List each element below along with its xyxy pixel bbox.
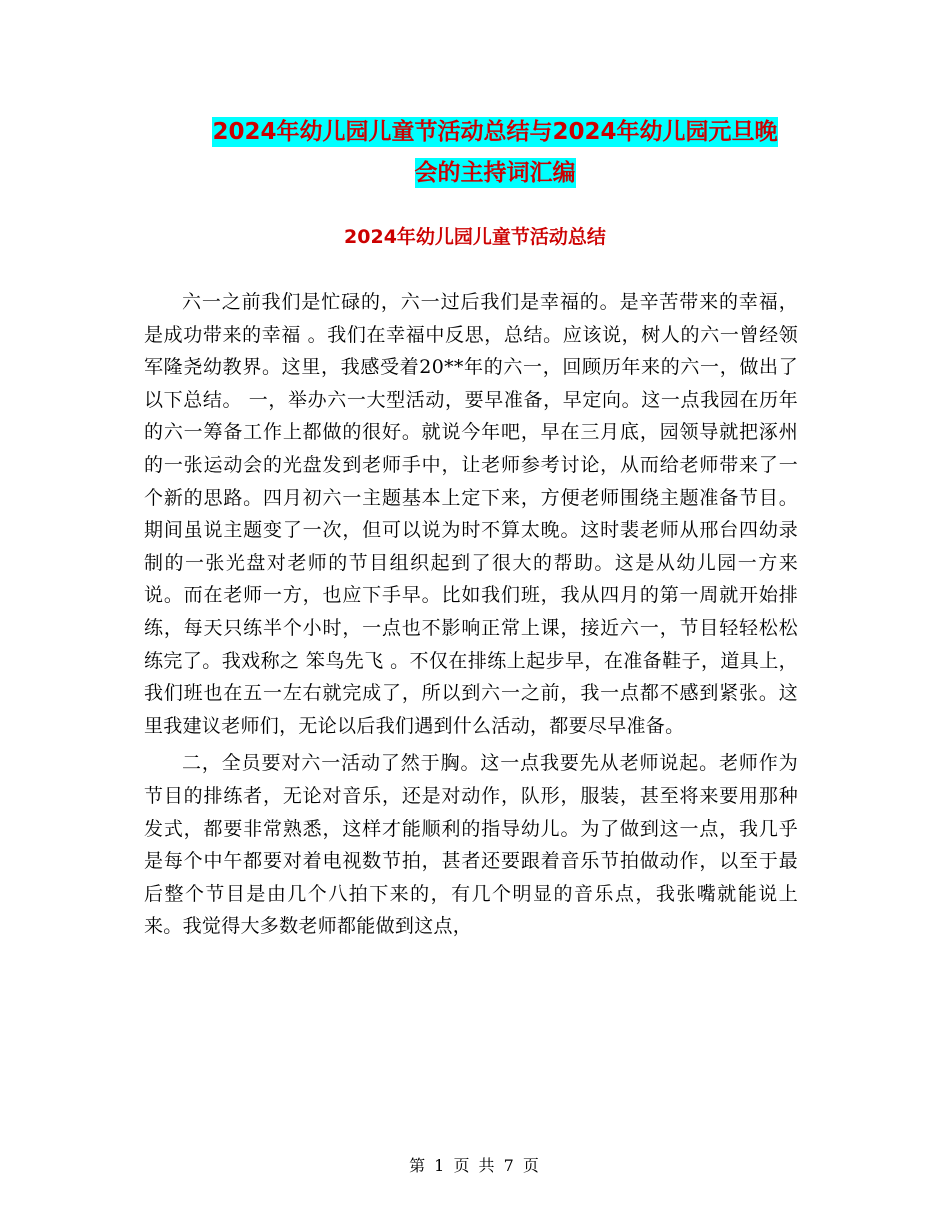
document-body <box>144 286 798 943</box>
body-paragraph-2: 二，全员要对六一活动了然于胸。这一点我要先从老师说起。老师作为节目的排练者，无论对音乐，还是对动作，队形，服装，甚至将来要用那种发式，都要非常熟悉，这样才能顺利的指导幼儿。为了做到这一点，我几乎是每个中午都要对着电视数节拍，甚者还要跟着音乐节拍做动作，以至于最后整个节目是由几个八拍下来的，有几个明显的音乐点，我张嘴就能说上来。我觉得大多数老师都能做到这点， <box>144 752 798 938</box>
page-number-footer: 第 1 页 共 7 页 <box>409 1156 541 1175</box>
document-title-line-2: 会的主持词汇编 <box>414 160 576 186</box>
section-title: 2024年幼儿园儿童节活动总结 <box>344 226 606 248</box>
document-title <box>140 112 850 194</box>
body-paragraph-1: 六一之前我们是忙碌的，六一过后我们是幸福的。是辛苦带来的幸福，是成功带来的幸福 。我们在幸福中反思，总结。应该说，树人的六一曾经领军隆尧幼教界。这里，我感受着20**年的六一，回顾历年来的六一，做出了以下总结。 一，举办六一大型活动，要早准备，早定向。这一点我园在历年的六一筹备工作上都做的很好。就说今年吧，早在三月底，园领导就把涿州的一张运动会的光盘发到老师手中，让老师参考讨论，从而给老师带来了一个新的思路。四月初六一主题基本上定下来，方便老师围绕主题准备节目。期间虽说主题变了一次，但可以说为时不算太晚。这时裴老师从邢台四幼录制的一张光盘对老师的节目组织起到了很大的帮助。这是从幼儿园一方来说。而在老师一方，也应下手早。比如我们班，我从四月的第一周就开始排练，每天只练半个小时，一点也不影响正常上课，接近六一，节目轻轻松松练完了。我戏称之 笨鸟先飞 。不仅在排练上起步早，在准备鞋子，道具上，我们班也在五一左右就完成了，所以到六一之前，我一点都不感到紧张。这里我建议老师们，无论以后我们遇到什么活动，都要尽早准备。 <box>144 291 798 737</box>
document-title-line-1: 2024年幼儿园儿童节活动总结与2024年幼儿园元旦晚 <box>212 119 778 145</box>
